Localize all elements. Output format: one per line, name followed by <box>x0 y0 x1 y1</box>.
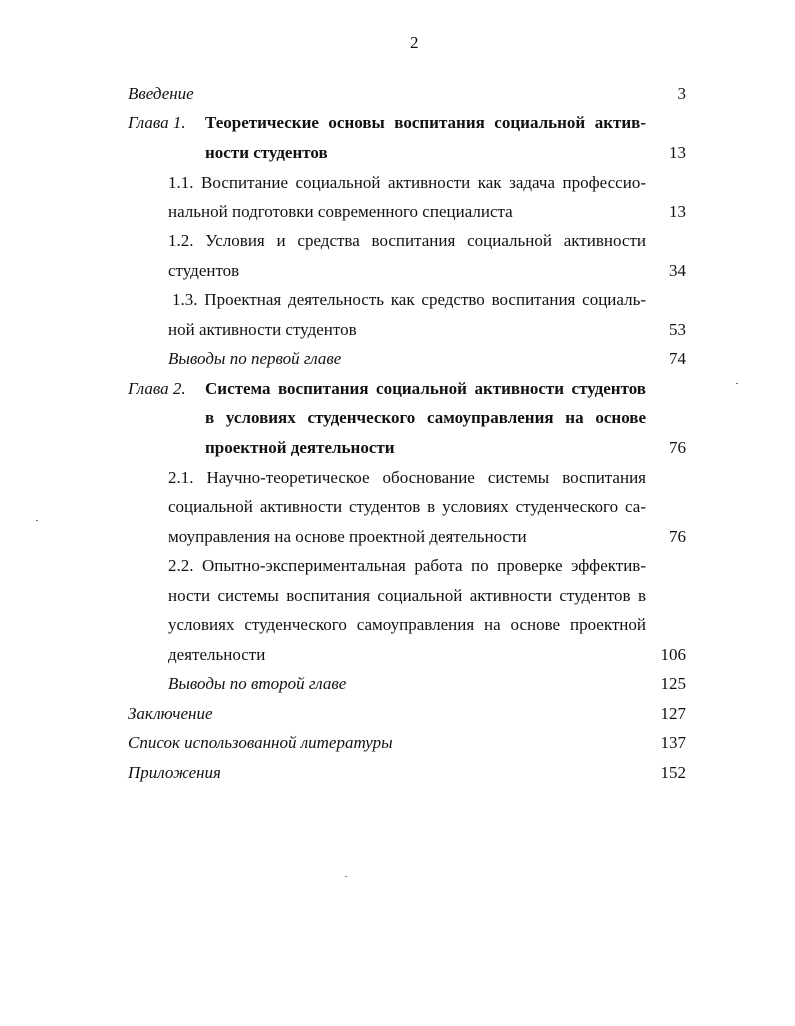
scan-speck <box>736 383 738 384</box>
toc-chapter2-page: 76 <box>669 438 686 457</box>
toc-chapter2-title-line1: Система воспитания социальной активности студентов <box>205 379 646 398</box>
scan-speck <box>345 876 347 877</box>
toc-section-2-1-line2: социальной активности студентов в условиях студенческого са- <box>168 497 646 516</box>
toc-section-1-2-line1: 1.2. Условия и средства воспитания социальной активности <box>168 231 646 250</box>
toc-section-2-2-line3: условиях студенческого самоуправления на основе проектной <box>168 615 646 634</box>
toc-section-1-3-line1: 1.3. Проектная деятельность как средство воспитания социаль- <box>172 290 646 309</box>
toc-chapter1-page: 13 <box>669 143 686 162</box>
toc-chapter1-title-line1: Теоретические основы воспитания социальной актив- <box>205 113 646 132</box>
toc-section-2-1-page: 76 <box>669 527 686 546</box>
toc-chapter2-label: Глава 2. <box>128 379 186 398</box>
toc-appendices-title: Приложения <box>128 763 221 782</box>
toc-section-2-2-line2: ности системы воспитания социальной активности студентов в <box>168 586 646 605</box>
toc-chapter1-conclusions-page: 74 <box>669 349 686 368</box>
toc-chapter2-title-line2: в условиях студенческого самоуправления на основе <box>205 408 646 427</box>
toc-section-2-1-line3: моуправления на основе проектной деятельности <box>168 527 527 546</box>
toc-section-1-3-page: 53 <box>669 320 686 339</box>
toc-appendices-page: 152 <box>660 763 686 782</box>
toc-section-2-2-page: 106 <box>660 645 686 664</box>
toc-introduction-page: 3 <box>677 84 686 103</box>
toc-section-1-1-line2: нальной подготовки современного специалиста <box>168 202 513 221</box>
toc-section-2-2-line4: деятельности <box>168 645 266 664</box>
toc-section-1-1-page: 13 <box>669 202 686 221</box>
toc-section-2-2-line1: 2.2. Опытно-экспериментальная работа по проверке эффектив- <box>168 556 646 575</box>
toc-conclusion-page: 127 <box>660 704 686 723</box>
toc-section-1-2-line2: студентов <box>168 261 240 280</box>
toc-section-1-1-line1: 1.1. Воспитание социальной активности как задача профессио- <box>168 173 646 192</box>
toc-chapter2-title-line3: проектной деятельности <box>205 438 395 457</box>
toc-introduction-title: Введение <box>128 84 194 103</box>
toc-chapter2-conclusions-page: 125 <box>660 674 686 693</box>
toc-chapter1-label: Глава 1. <box>128 113 186 132</box>
toc-chapter1-conclusions-title: Выводы по первой главе <box>168 349 342 368</box>
toc-section-2-1-line1: 2.1. Научно-теоретическое обоснование системы воспитания <box>168 468 646 487</box>
toc-chapter1-title-line2: ности студентов <box>205 143 328 162</box>
page-number: 2 <box>410 33 419 52</box>
toc-section-1-2-page: 34 <box>669 261 686 280</box>
toc-references-page: 137 <box>660 733 686 752</box>
toc-section-1-3-line2: ной активности студентов <box>168 320 357 339</box>
toc-chapter2-conclusions-title: Выводы по второй главе <box>168 674 347 693</box>
toc-references-title: Список использованной литературы <box>128 733 393 752</box>
scan-speck <box>36 520 38 521</box>
toc-conclusion-title: Заключение <box>128 704 213 723</box>
